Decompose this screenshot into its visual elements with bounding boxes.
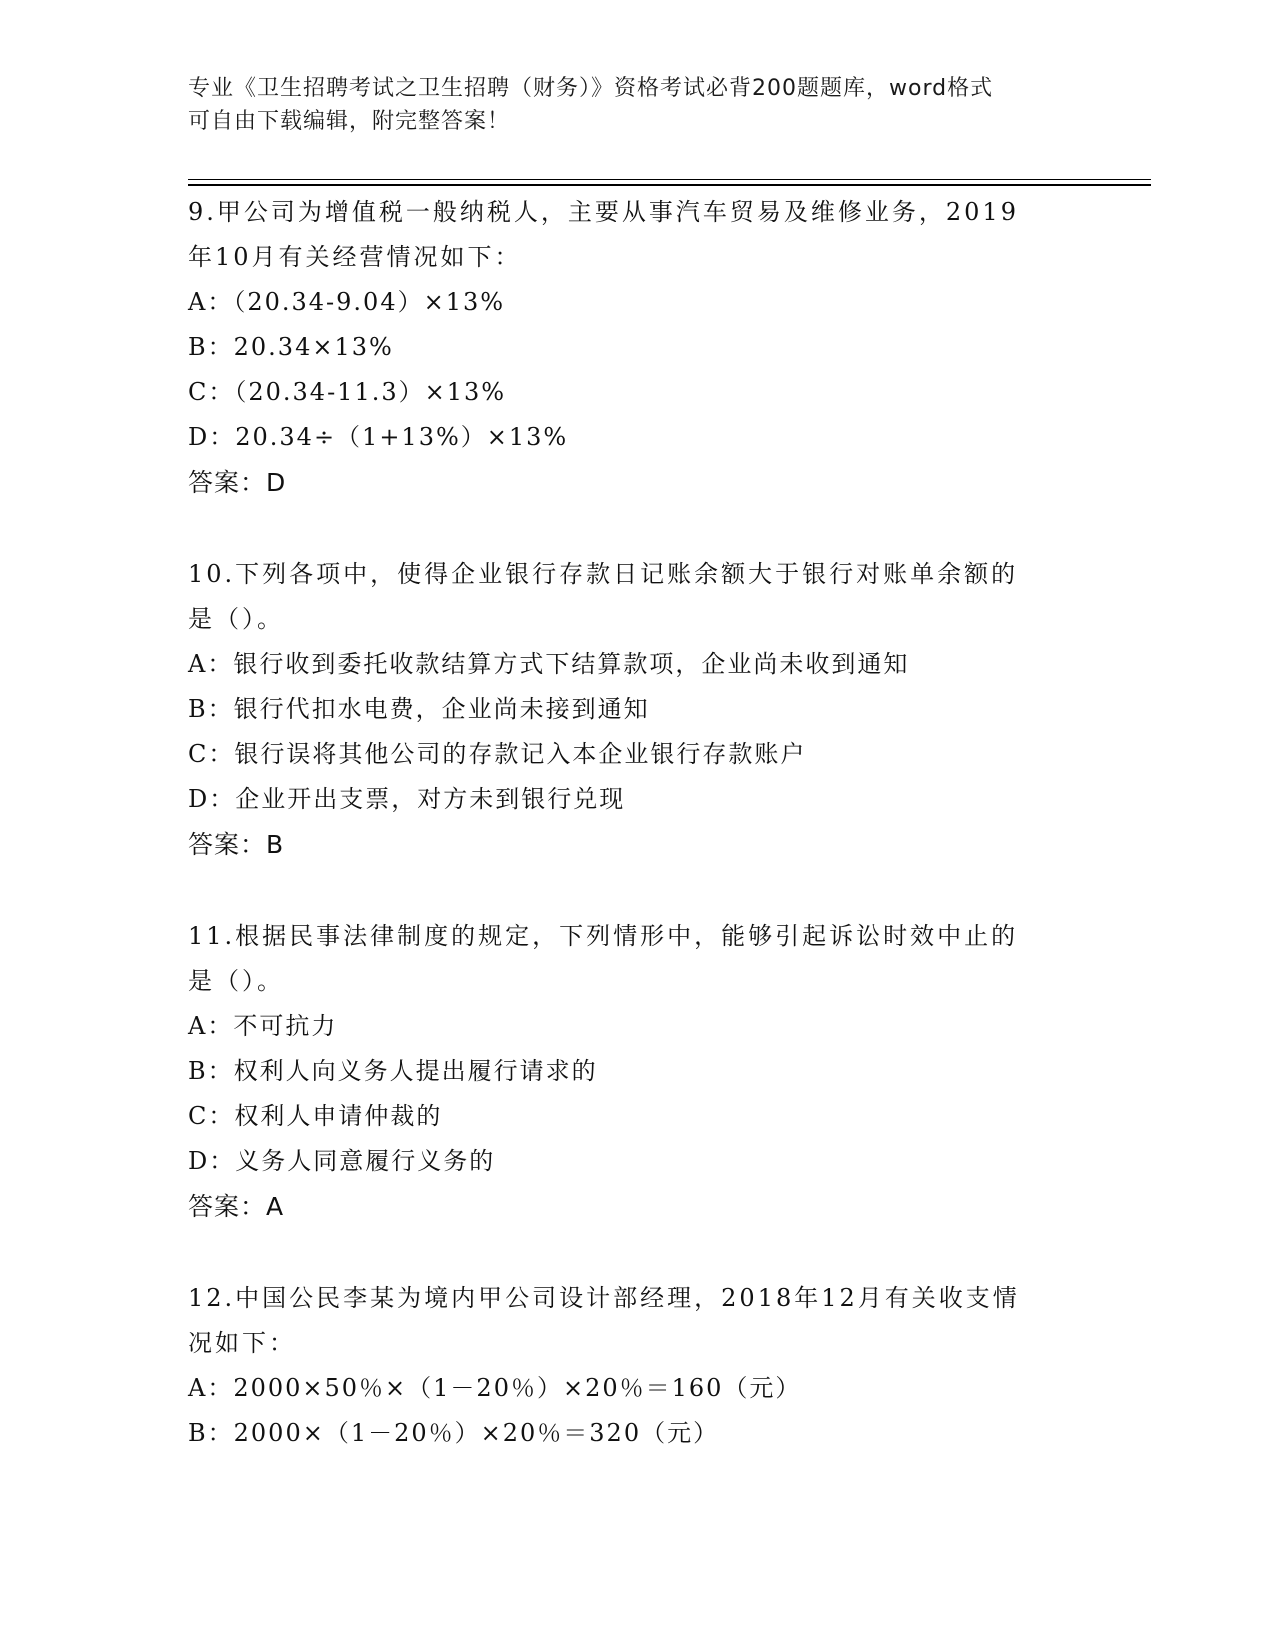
question-12 [188, 1276, 1088, 1456]
option-b: B：银行代扣水电费，企业尚未接到通知 [188, 695, 650, 723]
answer-line: 答案：D [188, 468, 287, 497]
question-11 [188, 914, 1088, 1229]
question-stem-line: 11.根据民事法律制度的规定，下列情形中，能够引起诉讼时效中止的 [188, 922, 1019, 950]
option-b: B：20.34×13% [188, 333, 394, 361]
header-divider-bottom [188, 184, 1151, 186]
option-c: C：权利人申请仲裁的 [188, 1102, 443, 1130]
question-stem-line: 况如下： [188, 1329, 296, 1357]
question-stem-line: 9.甲公司为增值税一般纳税人，主要从事汽车贸易及维修业务，2019 [188, 198, 1019, 226]
question-stem-line: 是（）。 [188, 967, 284, 995]
option-d: D：企业开出支票，对方未到银行兑现 [188, 785, 626, 813]
option-d: D：义务人同意履行义务的 [188, 1147, 496, 1175]
question-stem-line: 是（）。 [188, 605, 284, 633]
question-stem [188, 914, 1088, 1004]
question-stem-line: 10.下列各项中，使得企业银行存款日记账余额大于银行对账单余额的 [188, 560, 1019, 588]
question-stem-line: 12.中国公民李某为境内甲公司设计部经理，2018年12月有关收支情 [188, 1284, 1020, 1312]
question-stem-line: 年10月有关经营情况如下： [188, 243, 522, 271]
option-d: D：20.34÷（1+13%）×13% [188, 423, 569, 451]
question-list [188, 190, 1088, 1503]
question-10 [188, 552, 1088, 867]
header-line-1: 专业《卫生招聘考试之卫生招聘（财务）》资格考试必背200题题库，word格式 [188, 76, 994, 101]
option-a: A：2000×50％×（1－20％）×20％＝160（元） [188, 1374, 802, 1402]
header-divider-top [188, 179, 1151, 180]
answer-line: 答案：A [188, 1192, 285, 1221]
option-a: A：（20.34-9.04）×13% [188, 288, 506, 316]
answer-line: 答案：B [188, 830, 285, 859]
question-stem [188, 552, 1088, 642]
question-9 [188, 190, 1088, 505]
option-a: A：银行收到委托收款结算方式下结算款项，企业尚未收到通知 [188, 650, 910, 678]
option-c: C：（20.34-11.3）×13% [188, 378, 507, 406]
option-b: B：权利人向义务人提出履行请求的 [188, 1057, 598, 1085]
option-b: B：2000×（1－20％）×20％＝320（元） [188, 1419, 720, 1447]
question-stem [188, 1276, 1088, 1366]
header-line-2: 可自由下载编辑，附完整答案！ [188, 109, 511, 134]
option-c: C：银行误将其他公司的存款记入本企业银行存款账户 [188, 740, 807, 768]
option-a: A：不可抗力 [188, 1012, 338, 1040]
question-stem [188, 190, 1088, 280]
document-header [188, 72, 1068, 138]
